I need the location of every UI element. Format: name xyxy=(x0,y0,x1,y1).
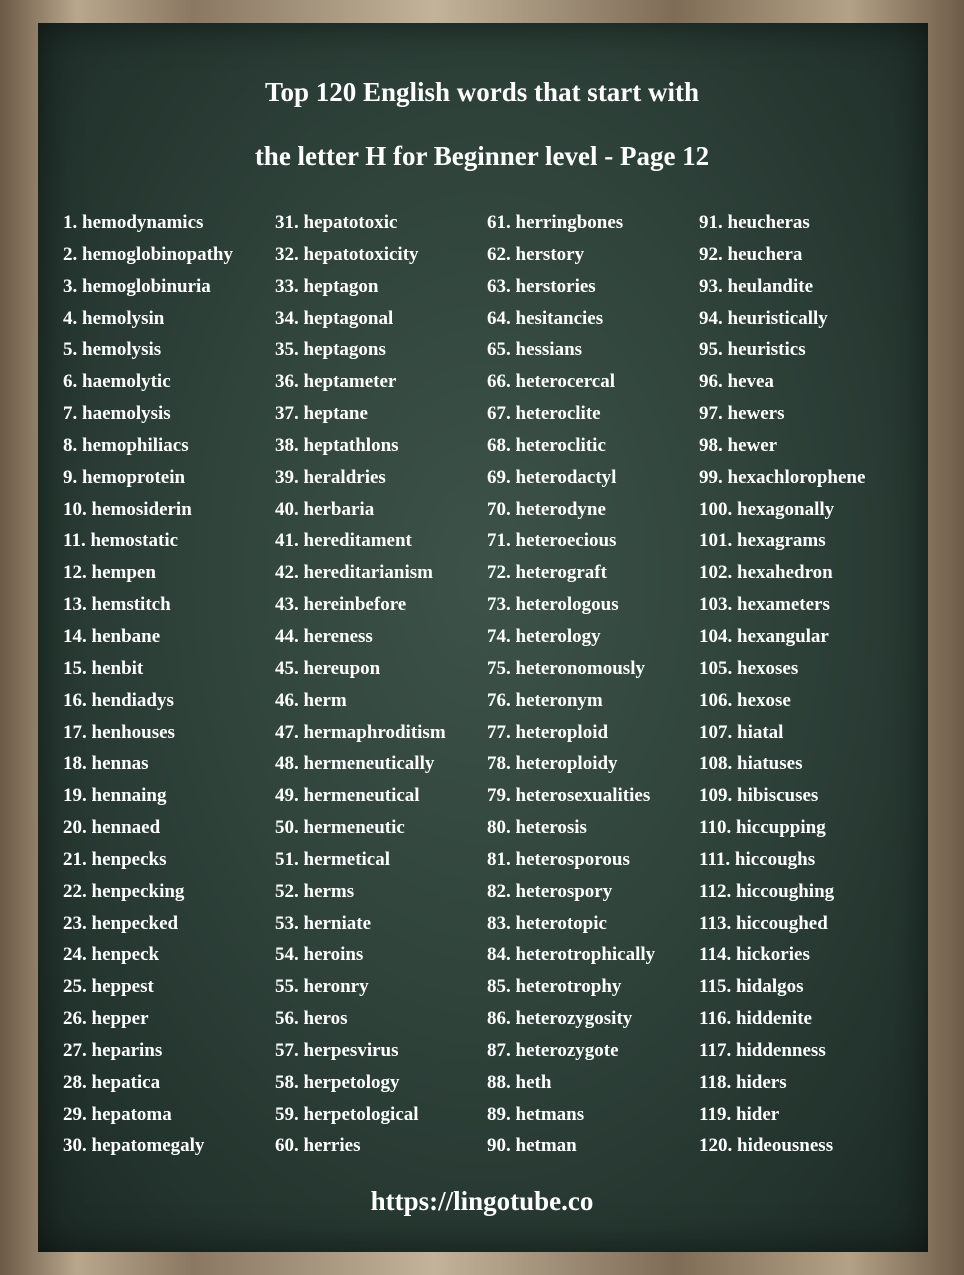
word-item: 40. herbaria xyxy=(275,498,375,520)
word-item: 73. heterologous xyxy=(487,594,619,616)
word-item: 62. herstory xyxy=(487,243,585,265)
word-item: 49. hermeneutical xyxy=(275,785,420,807)
word-item: 1. hemodynamics xyxy=(63,212,204,233)
word-item: 7. haemolysis xyxy=(63,403,171,425)
word-item: 118. hiders xyxy=(699,1071,787,1093)
word-item: 64. hesitancies xyxy=(487,307,604,329)
word-item: 85. heterotrophy xyxy=(487,976,622,998)
word-item: 70. heterodyne xyxy=(487,498,606,520)
word-item: 50. hermeneutic xyxy=(275,817,405,839)
word-item: 2. hemoglobinopathy xyxy=(63,243,233,265)
word-item: 89. hetmans xyxy=(487,1103,585,1125)
word-column-2 xyxy=(275,207,490,1162)
word-item: 11. hemostatic xyxy=(63,530,179,552)
word-item: 25. heppest xyxy=(63,976,154,998)
word-item: 104. hexangular xyxy=(699,625,829,647)
footer-url: https://lingotube.co xyxy=(370,1186,594,1216)
word-item: 27. heparins xyxy=(63,1039,163,1061)
word-item: 93. heulandite xyxy=(699,275,814,297)
word-item: 66. heterocercal xyxy=(487,371,616,393)
word-item: 88. heth xyxy=(487,1071,552,1093)
word-item: 112. hiccoughing xyxy=(699,880,835,902)
word-column-1 xyxy=(63,207,278,1162)
word-item: 45. hereupon xyxy=(275,657,381,679)
word-item: 67. heteroclite xyxy=(487,403,601,425)
word-item: 52. herms xyxy=(275,880,355,902)
word-item: 12. hempen xyxy=(63,562,156,584)
word-item: 115. hidalgos xyxy=(699,976,804,998)
word-column-4 xyxy=(699,207,914,1162)
word-item: 90. hetman xyxy=(487,1135,577,1157)
word-item: 117. hiddenness xyxy=(699,1039,826,1061)
word-item: 38. heptathlons xyxy=(275,434,399,456)
word-item: 79. heterosexualities xyxy=(487,785,651,807)
word-item: 100. hexagonally xyxy=(699,498,835,520)
word-item: 81. heterosporous xyxy=(487,848,630,870)
word-item: 94. heuristically xyxy=(699,307,828,329)
word-item: 60. herries xyxy=(275,1135,361,1157)
word-item: 110. hiccupping xyxy=(699,817,826,839)
word-item: 91. heucheras xyxy=(699,212,810,233)
word-item: 20. hennaed xyxy=(63,817,161,839)
word-item: 13. hemstitch xyxy=(63,594,171,616)
word-item: 71. heteroecious xyxy=(487,530,617,552)
word-item: 37. heptane xyxy=(275,403,368,425)
word-item: 72. heterograft xyxy=(487,562,607,584)
title-line-2: the letter H for Beginner level - Page 12 xyxy=(254,141,710,171)
word-item: 65. hessians xyxy=(487,339,583,361)
word-item: 78. heteroploidy xyxy=(487,753,618,775)
word-item: 24. henpeck xyxy=(63,944,160,966)
word-item: 33. heptagon xyxy=(275,275,379,297)
word-item: 113. hiccoughed xyxy=(699,912,828,934)
word-item: 59. herpetological xyxy=(275,1103,419,1125)
word-item: 31. hepatotoxic xyxy=(275,212,398,233)
word-item: 54. heroins xyxy=(275,944,364,966)
word-item: 68. heteroclitic xyxy=(487,434,606,456)
word-item: 86. heterozygosity xyxy=(487,1008,633,1030)
word-item: 97. hewers xyxy=(699,403,785,425)
word-item: 56. heros xyxy=(275,1008,348,1030)
word-item: 8. hemophiliacs xyxy=(63,434,189,456)
word-item: 3. hemoglobinuria xyxy=(63,275,211,297)
word-item: 35. heptagons xyxy=(275,339,386,361)
word-item: 14. henbane xyxy=(63,625,161,647)
word-item: 19. hennaing xyxy=(63,785,167,807)
word-item: 101. hexagrams xyxy=(699,530,826,552)
word-item: 83. heterotopic xyxy=(487,912,607,934)
word-item: 6. haemolytic xyxy=(63,371,171,393)
word-item: 80. heterosis xyxy=(487,817,587,839)
word-item: 4. hemolysin xyxy=(63,307,165,329)
word-item: 51. hermetical xyxy=(275,848,391,870)
word-item: 99. hexachlorophene xyxy=(699,466,866,488)
word-item: 28. hepatica xyxy=(63,1071,161,1093)
word-item: 15. henbit xyxy=(63,657,144,679)
word-item: 116. hiddenite xyxy=(699,1008,812,1030)
word-item: 92. heuchera xyxy=(699,243,803,265)
word-item: 53. herniate xyxy=(275,912,372,934)
word-item: 34. heptagonal xyxy=(275,307,394,329)
word-item: 41. hereditament xyxy=(275,530,412,552)
word-item: 36. heptameter xyxy=(275,371,397,393)
word-item: 22. henpecking xyxy=(63,880,185,902)
word-item: 103. hexameters xyxy=(699,594,830,616)
word-item: 23. henpecked xyxy=(63,912,179,934)
word-column-3 xyxy=(487,207,702,1162)
word-item: 87. heterozygote xyxy=(487,1039,619,1061)
word-item: 32. hepatotoxicity xyxy=(275,243,419,265)
word-item: 77. heteroploid xyxy=(487,721,609,743)
title-line-1: Top 120 English words that start with xyxy=(264,77,700,107)
word-item: 120. hideousness xyxy=(699,1135,834,1157)
word-item: 18. hennas xyxy=(63,753,149,775)
word-item: 109. hibiscuses xyxy=(699,785,819,807)
word-item: 74. heterology xyxy=(487,625,601,647)
word-item: 106. hexose xyxy=(699,689,791,711)
word-item: 47. hermaphroditism xyxy=(275,721,446,743)
word-item: 75. heteronomously xyxy=(487,657,645,679)
word-item: 9. hemoprotein xyxy=(63,466,186,488)
word-item: 39. heraldries xyxy=(275,466,386,488)
word-item: 21. henpecks xyxy=(63,848,167,870)
word-item: 46. herm xyxy=(275,689,347,711)
word-item: 30. hepatomegaly xyxy=(63,1135,205,1157)
word-item: 69. heterodactyl xyxy=(487,466,617,488)
word-item: 16. hendiadys xyxy=(63,689,174,711)
word-item: 108. hiatuses xyxy=(699,753,803,775)
word-item: 61. herringbones xyxy=(487,212,624,233)
word-item: 42. hereditarianism xyxy=(275,562,433,584)
word-item: 17. henhouses xyxy=(63,721,175,743)
word-item: 102. hexahedron xyxy=(699,562,833,584)
word-item: 10. hemosiderin xyxy=(63,498,192,520)
word-item: 119. hider xyxy=(699,1103,780,1125)
word-item: 107. hiatal xyxy=(699,721,784,743)
word-item: 98. hewer xyxy=(699,434,778,456)
word-item: 96. hevea xyxy=(699,371,774,393)
word-item: 55. heronry xyxy=(275,976,369,998)
word-item: 95. heuristics xyxy=(699,339,806,361)
word-item: 114. hickories xyxy=(699,944,810,966)
word-item: 58. herpetology xyxy=(275,1071,400,1093)
word-item: 63. herstories xyxy=(487,275,596,297)
word-item: 5. hemolysis xyxy=(63,339,162,361)
word-item: 84. heterotrophically xyxy=(487,944,656,966)
word-item: 57. herpesvirus xyxy=(275,1039,399,1061)
word-item: 29. hepatoma xyxy=(63,1103,172,1125)
word-item: 48. hermeneutically xyxy=(275,753,435,775)
word-item: 26. hepper xyxy=(63,1008,149,1030)
word-item: 111. hiccoughs xyxy=(699,848,816,870)
word-item: 82. heterospory xyxy=(487,880,613,902)
word-item: 76. heteronym xyxy=(487,689,603,711)
word-item: 105. hexoses xyxy=(699,657,799,679)
word-item: 43. hereinbefore xyxy=(275,594,407,616)
word-item: 44. hereness xyxy=(275,625,373,647)
